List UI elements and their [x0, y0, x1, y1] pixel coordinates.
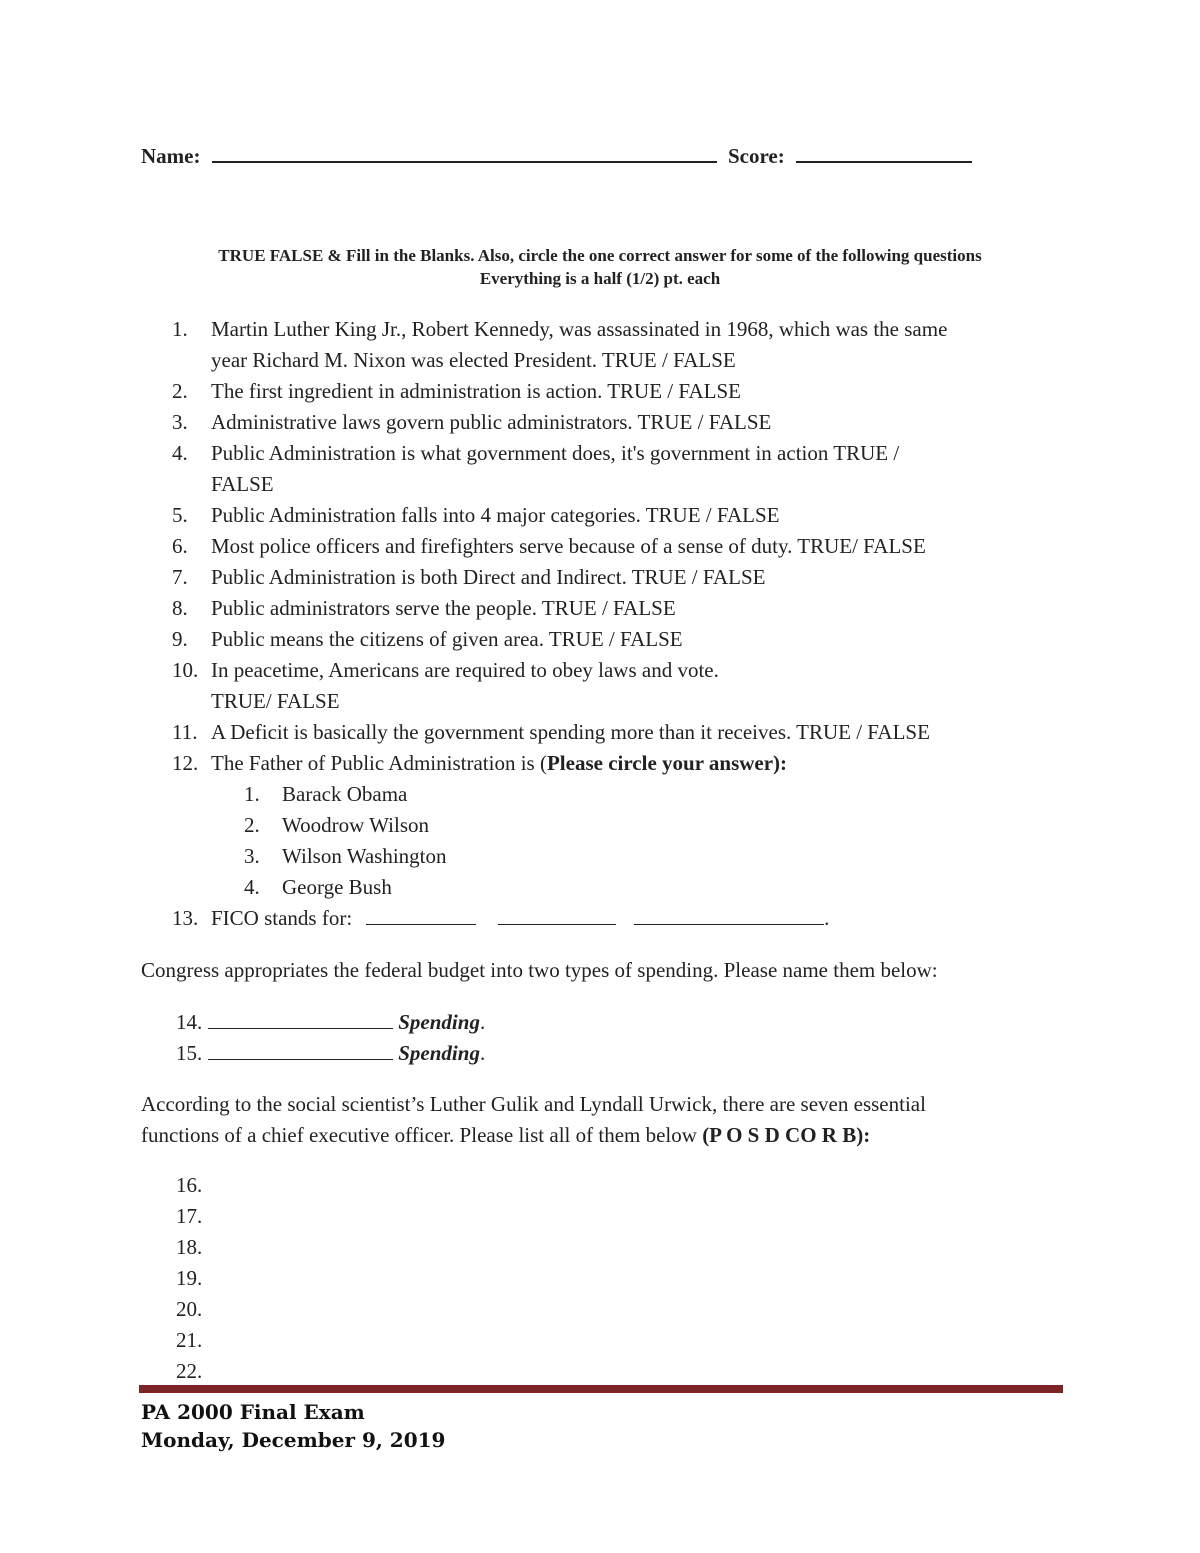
choice-text: Woodrow Wilson	[282, 813, 429, 837]
footer-course-title: PA 2000 Final Exam	[141, 1400, 365, 1424]
footer-date: Monday, December 9, 2019	[141, 1428, 446, 1452]
question-3	[172, 407, 1052, 438]
question-1	[172, 314, 1052, 376]
posdcorb-answer-list	[176, 1170, 202, 1387]
name-blank[interactable]	[212, 143, 717, 163]
question-text-line: Martin Luther King Jr., Robert Kennedy, was assassinated in 1968, which was the same	[211, 317, 948, 341]
choice-item[interactable]	[244, 779, 1052, 810]
choice-item[interactable]	[244, 841, 1052, 872]
choice-text: Barack Obama	[282, 782, 408, 806]
question-text-line: FALSE	[211, 472, 274, 496]
fico-blank-3[interactable]	[634, 904, 824, 925]
question-text	[211, 903, 1052, 934]
choice-number: 4.	[244, 875, 260, 899]
question-text	[211, 655, 1052, 717]
question-2	[172, 376, 1052, 407]
question-number: 6.	[172, 534, 188, 558]
answer-line-number[interactable]: 22.	[176, 1359, 203, 1383]
question-text: Most police officers and firefighters serve because of a sense of duty. TRUE/ FALSE	[211, 534, 926, 558]
spending-period: .	[479, 1010, 486, 1034]
question-text	[211, 438, 1052, 500]
question-number: 11.	[172, 720, 198, 744]
gulik-line-2	[141, 1120, 1061, 1151]
instructions-line-2: Everything is a half (1/2) pt. each	[479, 269, 721, 288]
gulik-line-1: According to the social scientist’s Luther Gulik and Lyndall Urwick, there are seven essential	[141, 1092, 926, 1116]
question-text: Public Administration is both Direct and Indirect. TRUE / FALSE	[211, 565, 766, 589]
footer-divider	[139, 1385, 1063, 1393]
question-text: Administrative laws govern public administrators. TRUE / FALSE	[211, 410, 772, 434]
question-text-line: TRUE/ FALSE	[211, 689, 340, 713]
question-text: Public means the citizens of given area. TRUE / FALSE	[211, 627, 683, 651]
answer-choices	[244, 779, 1052, 903]
spending-blank[interactable]	[208, 1008, 393, 1029]
question-6	[172, 531, 1052, 562]
question-text: The first ingredient in administration is action. TRUE / FALSE	[211, 379, 741, 403]
spending-word: Spending	[398, 1041, 480, 1065]
question-text-line: year Richard M. Nixon was elected President. TRUE / FALSE	[211, 348, 736, 372]
question-text-line: Public Administration is what government does, it's government in action TRUE /	[211, 441, 900, 465]
question-number: 10.	[172, 658, 199, 682]
answer-line-number[interactable]: 19.	[176, 1266, 203, 1290]
question-prefix: The Father of Public Administration is (	[211, 751, 547, 775]
question-text: Public administrators serve the people. TRUE / FALSE	[211, 596, 676, 620]
instructions	[141, 244, 1059, 290]
choice-text: George Bush	[282, 875, 392, 899]
question-number: 4.	[172, 441, 188, 465]
question-text-line: In peacetime, Americans are required to obey laws and vote.	[211, 658, 719, 682]
question-number: 5.	[172, 503, 188, 527]
posdcorb-label: (P O S D CO R B):	[702, 1123, 871, 1147]
spending-item	[176, 1038, 485, 1069]
choice-item[interactable]	[244, 872, 1052, 903]
score-blank[interactable]	[796, 143, 972, 163]
spending-item	[176, 1007, 485, 1038]
spending-number: 14.	[176, 1010, 203, 1034]
question-text	[211, 314, 1052, 376]
answer-line-number[interactable]: 17.	[176, 1204, 203, 1228]
choice-item[interactable]	[244, 810, 1052, 841]
question-number: 1.	[172, 317, 188, 341]
spending-list	[176, 1007, 485, 1069]
question-number: 9.	[172, 627, 188, 651]
answer-line-number[interactable]: 21.	[176, 1328, 203, 1352]
question-number: 12.	[172, 751, 199, 775]
question-10	[172, 655, 1052, 717]
question-9	[172, 624, 1052, 655]
question-number: 7.	[172, 565, 188, 589]
gulik-paragraph	[141, 1089, 1061, 1151]
answer-line-number[interactable]: 18.	[176, 1235, 203, 1259]
instructions-line-1: TRUE FALSE & Fill in the Blanks. Also, circle the one correct answer for some of the following questions	[218, 246, 982, 265]
circle-instruction: Please circle your answer):	[546, 751, 788, 775]
question-5	[172, 500, 1052, 531]
name-score-row	[141, 143, 972, 169]
question-text: Public Administration falls into 4 major categories. TRUE / FALSE	[211, 503, 780, 527]
question-11	[172, 717, 1052, 748]
score-label: Score:	[727, 144, 785, 168]
choice-number: 1.	[244, 782, 260, 806]
question-7	[172, 562, 1052, 593]
question-text	[211, 748, 1052, 779]
footer	[141, 1398, 445, 1454]
question-number: 8.	[172, 596, 188, 620]
choice-number: 3.	[244, 844, 260, 868]
fico-period: .	[824, 906, 830, 930]
question-list	[172, 314, 1052, 934]
fico-blank-2[interactable]	[498, 904, 616, 925]
name-label: Name:	[141, 144, 201, 168]
fico-prompt: FICO stands for:	[211, 906, 353, 930]
answer-line-number[interactable]: 20.	[176, 1297, 203, 1321]
question-12	[172, 748, 1052, 779]
spending-period: .	[479, 1041, 486, 1065]
fico-blank-1[interactable]	[366, 904, 476, 925]
congress-paragraph: Congress appropriates the federal budget into two types of spending. Please name them below:	[141, 958, 938, 982]
gulik-line-2-text: functions of a chief executive officer. Please list all of them below	[141, 1123, 703, 1147]
question-4	[172, 438, 1052, 500]
spending-number: 15.	[176, 1041, 203, 1065]
question-13	[172, 903, 1052, 934]
choice-text: Wilson Washington	[282, 844, 447, 868]
spending-blank[interactable]	[208, 1039, 393, 1060]
answer-line-number[interactable]: 16.	[176, 1173, 203, 1197]
question-8	[172, 593, 1052, 624]
question-text: A Deficit is basically the government spending more than it receives. TRUE / FALSE	[211, 720, 930, 744]
question-number: 2.	[172, 379, 188, 403]
question-number: 13.	[172, 906, 199, 930]
spending-word: Spending	[398, 1010, 480, 1034]
choice-number: 2.	[244, 813, 260, 837]
question-number: 3.	[172, 410, 188, 434]
